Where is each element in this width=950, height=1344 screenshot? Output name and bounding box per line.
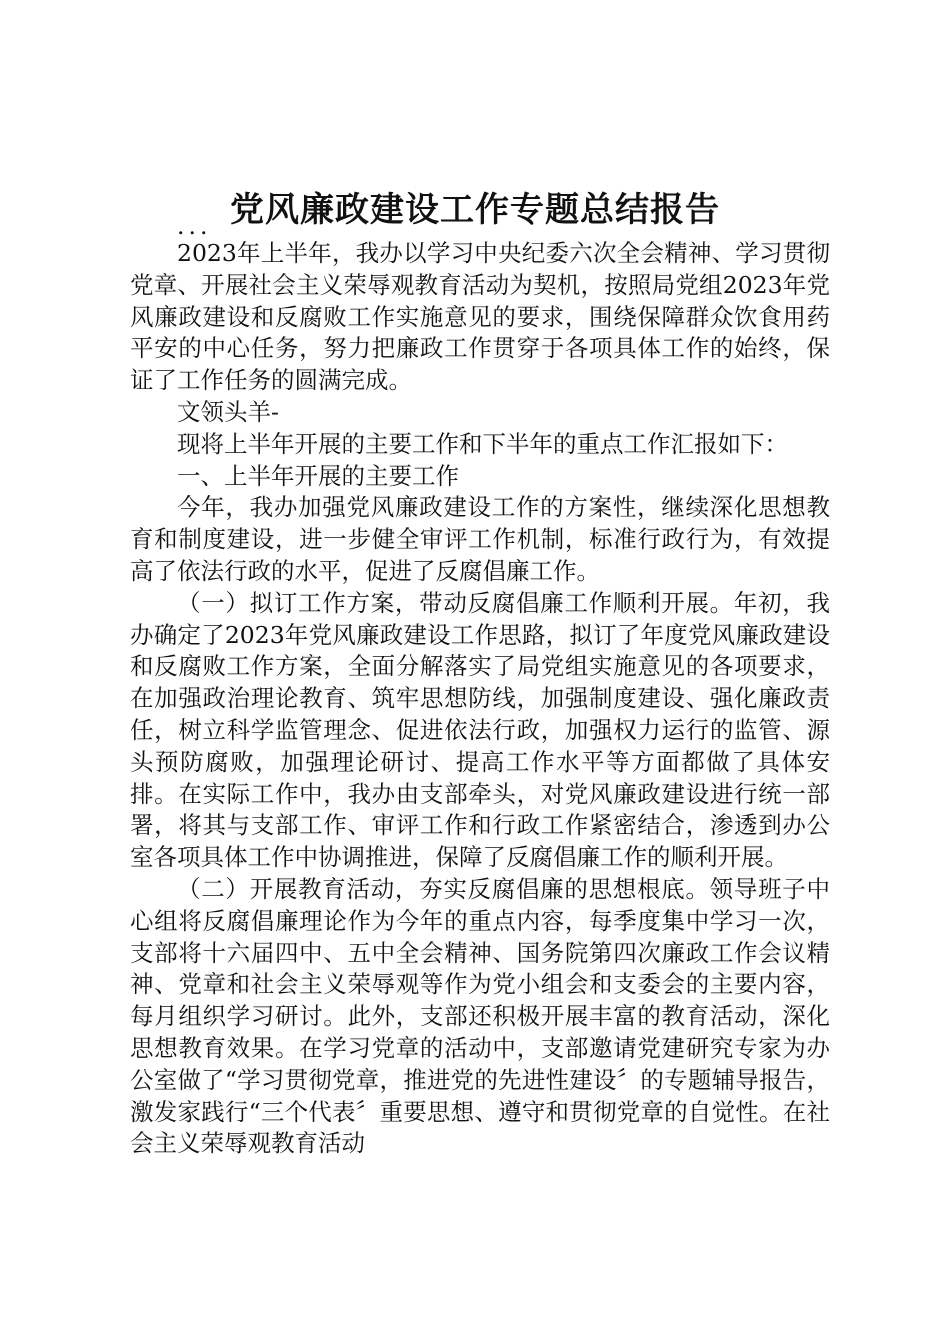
paragraph-overview: 今年，我办加强党风廉政建设工作的方案性，继续深化思想教育和制度建设，进一步健全审评工作机制，标准行政行为，有效提高了依法行政的水平，促进了反腐倡廉工作。 (130, 493, 830, 585)
paragraph-note: 文领头羊- (177, 397, 279, 426)
document-title: 党风廉政建设工作专题总结报告 (230, 190, 720, 230)
section-heading-1: 一、上半年开展的主要工作 (177, 461, 459, 490)
ellipsis-line: ... (177, 212, 212, 240)
paragraph-item-2: （二）开展教育活动，夯实反腐倡廉的思想根底。领导班子中心组将反腐倡廉理论作为今年的重点内容，每季度集中学习一次，支部将十六届四中、五中全会精神、国务院第四次廉政工作会议精神、党章和社会主义荣辱观等作为党小组会和支委会的主要内容，每月组织学习研讨。此外，支部还积极开展丰富的教育活动，深化思想教育效果。在学习党章的活动中，支部邀请党建研究专家为办公室做了“学习贯彻党章，推进党的先进性建设〞的专题辅导报告，激发家践行“三个代表〞重要思想、遵守和贯彻党章的自觉性。在社会主义荣辱观教育活动 (130, 874, 830, 1158)
paragraph-intro: 2023年上半年，我办以学习中央纪委六次全会精神、学习贯彻党章、开展社会主义荣辱观教育活动为契机，按照局党组2023年党风廉政建设和反腐败工作实施意见的要求，围绕保障群众饮食用药平安的中心任务，努力把廉政工作贯穿于各项具体工作的始终，保证了工作任务的圆满完成。 (130, 239, 830, 395)
paragraph-report-lead: 现将上半年开展的主要工作和下半年的重点工作汇报如下： (177, 429, 788, 458)
document-body (130, 214, 830, 1160)
paragraph-item-1: （一）拟订工作方案，带动反腐倡廉工作顺利开展。年初，我办确定了2023年党风廉政建设工作思路，拟订了年度党风廉政建设和反腐败工作方案，全面分解落实了局党组实施意见的各项要求，在加强政治理论教育、筑牢思想防线，加强制度建设、强化廉政责任，树立科学监管理念、促进依法行政，加强权力运行的监管、源头预防腐败，加强理论研讨、提高工作水平等方面都做了具体安排。在实际工作中，我办由支部牵头，对党风廉政建设进行统一部署，将其与支部工作、审评工作和行政工作紧密结合，渗透到办公室各项具体工作中协调推进，保障了反腐倡廉工作的顺利开展。 (130, 588, 830, 872)
